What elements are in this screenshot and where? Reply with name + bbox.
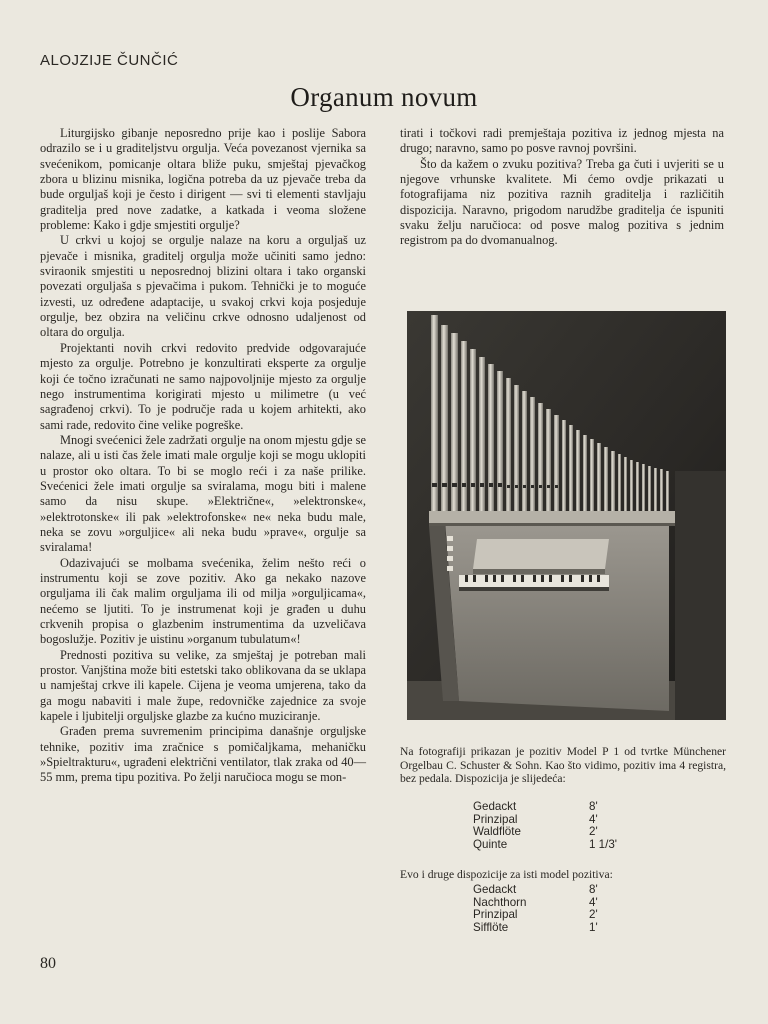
organ-photo [407, 311, 726, 720]
register-value: 8' [589, 800, 598, 813]
register-value: 8' [589, 883, 598, 896]
disposition-list-2 [473, 884, 633, 934]
disposition-2-intro: Evo i druge dispozicije za isti model pozitiva: [400, 868, 613, 881]
paragraph: Prednosti pozitiva su velike, za smještaj je potreban mali prostor. Vanjština može biti estetski tako oblikovana da se uklapa u namještaj crkve ili kapele. Cijena je veoma umjerena, tako da ga mogu nabaviti i male župe, redovničke zajednice za svoje kapele i ljubitelji orguljske glazbe za kućno muziciranje. [40, 647, 366, 724]
article-title: Organum novum [290, 82, 478, 112]
disposition-row [473, 801, 633, 814]
disposition-list-1 [473, 801, 633, 851]
register-value: 4' [589, 812, 598, 826]
caption-text: Na fotografiji prikazan je pozitiv Model P 1 od tvrtke Münchener Orgelbau C. Schuster & Sohn. Kao što vidimo, pozitiv ima 4 registra, bez pedala. Dispozicija je slijedeća: [400, 745, 726, 786]
photo-caption [400, 745, 726, 786]
register-name: Quinte [473, 837, 508, 851]
register-value: 2' [589, 908, 598, 922]
disposition-row [473, 909, 633, 922]
author-name: ALOJZIJE ČUNČIĆ [40, 52, 179, 69]
paragraph: Mnogi svećenici žele zadržati orgulje na onom mjestu gdje se nalaze, ali u isti čas žele imati male orgulje koji se mogu uklopiti u prostor oko oltara. To bi se moglo reći i za naše prilike. Svećenici žele imati orgulje sa sviralama, mogu biti i malene samo da nisu skupe. »Električne«, »elektronske«, »elektrotonske« ili pak »elektrofonske« ne« neka budu male, neka se zovu »orguljice« ali neka budu »prave«, orgulje sa sviralama! [40, 432, 366, 555]
paragraph: Projektanti novih crkvi redovito predvide odgovarajuće mjesto za orgulje. Potrebno je konzultirati eksperte za orgulje koji će točno izračunati ne samo najpovoljnije mjesto za orgulje nego instrumentima korigirati mjesto u milimetre (u već sagrađenoj crkvi). To je područje rada u kojem arhitekti, ako sami rade, redovito čine velike pogreške. [40, 340, 366, 432]
paragraph: Liturgijsko gibanje neposredno prije kao i poslije Sabora odrazilo se i u graditeljstvu orgulja. Veća povezanost vjernika sa svećenikom, pomicanje oltara bliže puku, smještaj pjevačkog zbora u blizinu misnika, logična potreba da uz pjevače treba da bude orguljaš koji je često i dirigent — svi ti elementi stavljaju graditelja pred nove zadatke, a katkada i veoma složene probleme: Kako i gdje smjestiti orgulje? [40, 126, 366, 233]
paragraph: Odazivajući se molbama svećenika, želim nešto reći o instrumentu koji se zove pozitiv. Ako ga nekako nazove orguljama ili čak malim orguljama ili od milja »orguljicama«, nećemo se ljutiti. To je instrumenat koji je građen u duhu crkvenih propisa o glazbenim instrumentima da uzveličava bogoslužje. Pozitiv je uistinu »organum tubulatum«! [40, 555, 366, 647]
register-value: 2' [589, 825, 598, 839]
disposition-row [473, 826, 633, 839]
disposition-row [473, 922, 633, 935]
right-column [400, 126, 724, 249]
register-name: Gedackt [473, 800, 517, 813]
register-name: Prinzipal [473, 812, 518, 826]
page-number: 80 [40, 955, 56, 972]
paragraph: Građen prema suvremenim principima današnje orguljske tehnike, pozitiv ima zračnice s pomičaljkama, mehaničku »Spieltrakturu«, ugrađeni električni ventilator, tlak zraka od 40—55 mm, prema tipu pozitiva. Po želji naručioca mogu se mon- [40, 724, 366, 785]
disposition-row [473, 839, 633, 852]
organ-photo-icon [407, 311, 726, 720]
paragraph: U crkvi u kojoj se orgulje nalaze na koru a orguljaš uz pjevače i misnika, graditelj orgulja može učiniti samo jedno: sviraonik smjestiti u neposrednoj blizini oltara i tako organski povezati orguljaša s pjevačima i pukom. Tehnički je to moguće izvesti, uz određene adaptacije, u svakoj crkvi koja posjeduje orgulje, bez obzira na veličinu crkve odnosno udaljenost od oltara do orgulja. [40, 233, 366, 340]
paragraph: Što da kažem o zvuku pozitiva? Treba ga čuti i uvjeriti se u njegove vrhunske kvalitete. Mi ćemo ovdje prikazati u fotografijama niz pozitiva raznih graditelja i različitih dispozicija. Naravno, prigodom narudžbe graditelja će ispuniti svaku želju naručioca: od posve malog pozitiva s jednim registrom pa do dvomanualnog. [400, 156, 724, 248]
disposition-row [473, 884, 633, 897]
paragraph: tirati i točkovi radi premještaja pozitiva iz jednog mjesta na drugo; naravno, samo po posve ravnoj površini. [400, 126, 724, 156]
register-value: 1' [589, 920, 598, 934]
register-name: Prinzipal [473, 908, 518, 922]
register-name: Sifflöte [473, 920, 509, 934]
register-name: Waldflöte [473, 825, 521, 839]
register-name: Gedackt [473, 883, 517, 896]
register-value: 1 1/3' [589, 837, 617, 851]
register-value: 4' [589, 895, 598, 909]
register-name: Nachthorn [473, 895, 527, 909]
left-column [40, 126, 366, 786]
